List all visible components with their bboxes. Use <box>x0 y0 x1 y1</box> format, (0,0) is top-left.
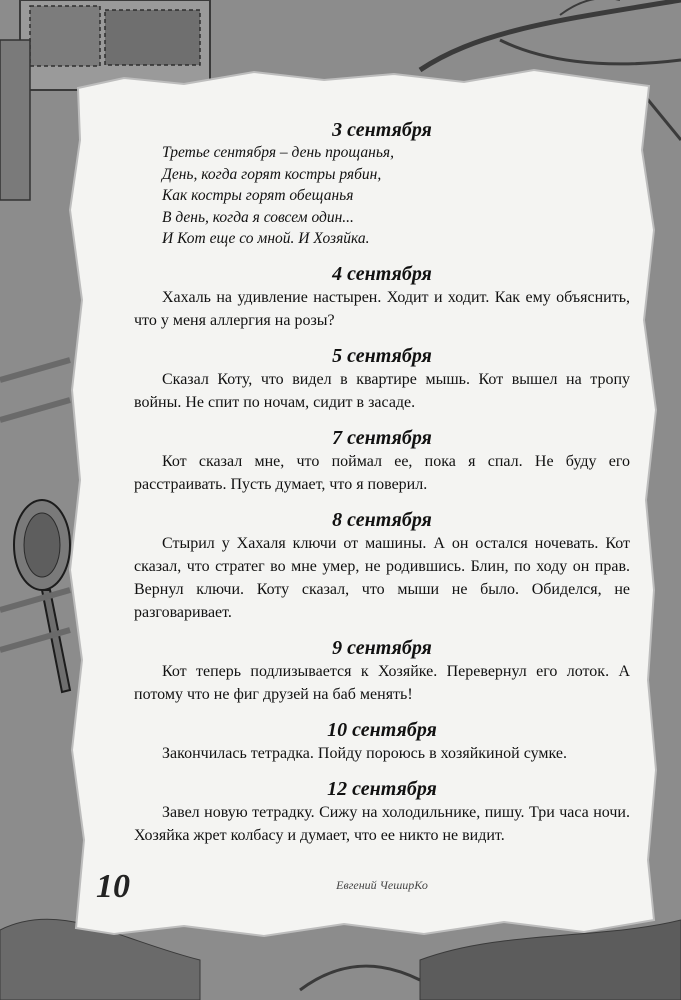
entry-text: Закончилась тетрадка. Пойду пороюсь в хозяйкиной сумке. <box>162 744 567 762</box>
entry-date: 4 сентября <box>332 262 432 285</box>
poem-line: Третье сентября – день прощанья, <box>162 144 394 161</box>
poem-line: В день, когда я совсем один... <box>162 208 354 226</box>
diary-entry <box>134 426 630 496</box>
diary-entry <box>134 636 630 706</box>
diary-entry <box>134 118 630 250</box>
entry-text: Хахаль на удивление настырен. Ходит и ходит. Как ему объяснить, что у меня аллергия на розы? <box>134 288 630 329</box>
entry-text: Стырил у Хахаля ключи от машины. А он остался ночевать. Кот сказал, что стратег во мне умер, не родившись. Блин, по ходу он прав. Вернул ключи. Коту сказал, что мыши не было. Обиделся, не разговаривает. <box>134 534 630 621</box>
poem <box>134 142 630 250</box>
entry-date: 8 сентября <box>332 508 432 531</box>
diary-entry <box>134 718 630 765</box>
entry-date: 10 сентября <box>327 718 437 741</box>
entry-date: 5 сентября <box>332 344 432 367</box>
diary-content <box>134 118 630 847</box>
entry-text: Сказал Коту, что видел в квартире мышь. Кот вышел на тропу войны. Не спит по ночам, сидит в засаде. <box>134 370 630 411</box>
poem-line: И Кот еще со мной. И Хозяйка. <box>162 230 370 247</box>
entry-text: Завел новую тетрадку. Сижу на холодильнике, пишу. Три часа ночи. Хозяйка жрет колбасу и думает, что ее никто не видит. <box>134 803 630 844</box>
diary-entry <box>134 508 630 624</box>
page-number: 10 <box>96 868 130 905</box>
diary-entry <box>134 344 630 414</box>
entry-date: 12 сентября <box>327 777 437 800</box>
diary-entry <box>134 262 630 332</box>
diary-entry <box>134 777 630 847</box>
author-name: Евгений ЧеширКо <box>336 878 428 892</box>
entry-date: 9 сентября <box>332 636 432 659</box>
entry-text: Кот сказал мне, что поймал ее, пока я спал. Не буду его расстраивать. Пусть думает, что я поверил. <box>134 452 630 493</box>
entry-text: Кот теперь подлизывается к Хозяйке. Перевернул его лоток. А потому что не фиг друзей на баб менять! <box>134 662 630 703</box>
poem-line: Как костры горят обещанья <box>162 187 354 204</box>
entry-date: 7 сентября <box>332 426 432 449</box>
entry-date: 3 сентября <box>332 119 432 141</box>
poem-line: День, когда горят костры рябин, <box>162 165 382 183</box>
